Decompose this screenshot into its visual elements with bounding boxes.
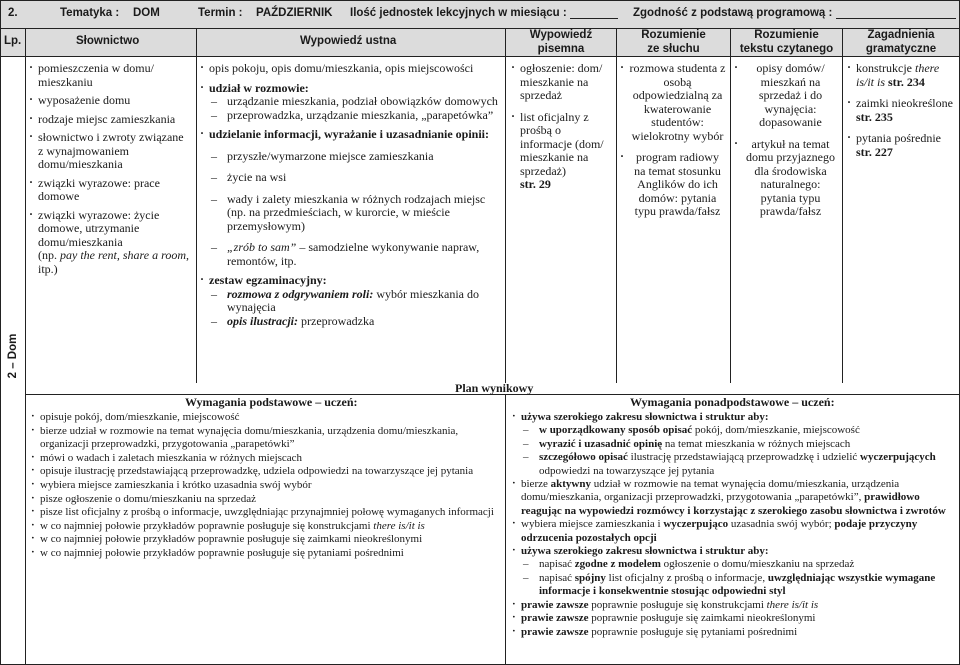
topic-value: DOM	[133, 7, 160, 19]
grid-line	[25, 28, 26, 665]
advanced-text: list oficjalny z prośbą o informacje,	[605, 571, 768, 584]
vocab-text: itp.)	[38, 261, 58, 276]
advanced-item	[512, 545, 956, 599]
oral-subitem	[209, 288, 500, 315]
written-item: · ogłoszenie: dom/ mieszkanie na sprzedaż	[511, 62, 611, 103]
units-label	[350, 7, 618, 19]
listening-list	[620, 62, 726, 219]
grammar-page: str. 227	[856, 144, 893, 159]
oral-item	[200, 82, 500, 123]
advanced-item-title: używa szerokiego zakresu słownictwa i struktur aby:	[521, 545, 769, 558]
advanced-italic: there is/it is	[766, 598, 819, 611]
col-vocab: Słownictwo	[76, 35, 140, 47]
basic-item	[31, 520, 501, 534]
oral-subitem: – „zrób to sam” – samodzielne wykonywanie napraw, remontów, itp.	[209, 241, 500, 268]
advanced-item	[512, 411, 956, 478]
grammar-text: pytania pośrednie	[856, 131, 941, 145]
col-reading-2: tekstu czytanego	[739, 43, 834, 55]
grid-line	[730, 28, 731, 383]
advanced-item	[512, 599, 956, 612]
advanced-text: pokój, dom/mieszkanie, miejscowość	[692, 424, 860, 437]
written-list	[511, 62, 611, 192]
vocab-list	[29, 62, 189, 276]
advanced-bold: wyrazić i uzasadnić opinię	[539, 437, 663, 450]
grid-line	[505, 28, 506, 383]
vocab-item: · związki wyrazowe: prace domowe	[29, 177, 189, 204]
advanced-text: ogłoszenie o domu/mieszkaniu na sprzedaż	[660, 558, 855, 571]
advanced-subitem	[521, 451, 956, 478]
grid-line	[505, 394, 506, 665]
grammar-text: zaimki nieokreślone	[856, 96, 953, 110]
advanced-text: poprawnie posługuje się pytaniami pośrednimi	[588, 625, 798, 638]
grammar-list	[847, 62, 955, 159]
advanced-bold: zgodne z modelem	[574, 558, 661, 571]
grid-line	[616, 28, 617, 383]
oral-subitem-text: przeprowadzka	[298, 313, 375, 328]
oral-subitem: – przeprowadzka, urządzanie mieszkania, „parapetówka”	[209, 109, 500, 123]
basic-item: · w co najmniej połowie przykładów poprawnie posługuje się zaimkami nieokreślonymi	[31, 533, 501, 547]
oral-subitem: – przyszłe/wymarzone miejsce zamieszkania	[209, 150, 500, 164]
advanced-text: napisać	[539, 558, 575, 571]
advanced-bold: w uporządkowany sposób opisać	[539, 424, 693, 437]
compliance-label	[633, 7, 956, 19]
advanced-bold: prawie zawsze	[521, 612, 589, 625]
oral-subitem: – życie na wsi	[209, 171, 500, 185]
grammar-item	[847, 62, 955, 89]
advanced-bold: prawidłowo reagując na wypowiedzi rozmówcy i korzystając z szerokiego zasobu słownictwa i zwrotów	[521, 491, 946, 517]
basic-item: · opisuje ilustrację przedstawiającą przeprowadzkę, udziela odpowiedzi na towarzyszące jej pytania	[31, 465, 501, 479]
advanced-text: poprawnie posługuje się konstrukcjami	[588, 598, 767, 611]
vocab-item	[29, 209, 189, 277]
col-written-1: Wypowiedź	[529, 29, 593, 41]
compliance-blank[interactable]	[836, 18, 956, 19]
basic-item: · pisze ogłoszenie o domu/mieszkaniu na sprzedaż	[31, 493, 501, 507]
oral-item-title: zestaw egzaminacyjny:	[209, 273, 327, 287]
grammar-italic: there is/it is	[856, 61, 940, 89]
col-listening-1: Rozumienie	[641, 29, 706, 41]
basic-item: · mówi o wadach i zaletach mieszkania w różnych miejscach	[31, 452, 501, 466]
col-lp: Lp.	[4, 35, 22, 47]
vocab-text: związki wyrazowe: życie domowe, utrzymanie domu/mieszkania	[38, 207, 160, 249]
plan-title: Plan wynikowy	[455, 381, 534, 395]
oral-subitem-italic: rozmowa z odgrywaniem roli:	[227, 286, 374, 301]
oral-content	[200, 62, 500, 328]
col-listening	[617, 28, 730, 56]
oral-subitem-text: wybór mieszkania do wynajęcia	[227, 286, 479, 314]
oral-item-title: udzielanie informacji, wyrażanie i uzasadnianie opinii:	[209, 127, 490, 141]
advanced-subitem	[521, 572, 956, 599]
col-grammar-1: Zagadnienia	[867, 29, 935, 41]
basic-title: Wymagania podstawowe – uczeń:	[185, 395, 358, 409]
col-reading-1: Rozumienie	[754, 29, 819, 41]
advanced-bold: podaje przyczyny odrzucenia pozostałych opcji	[521, 518, 918, 544]
row-label: 2 – Dom	[7, 333, 19, 379]
reading-item: · artykuł na temat domu przyjaznego dla środowiska naturalnego: pytania typu prawda/fałsz	[734, 138, 838, 219]
units-label-text: Ilość jednostek lekcyjnych w miesiącu :	[350, 7, 567, 19]
advanced-bold: prawie zawsze	[521, 625, 589, 638]
term-value: PAŹDZIERNIK	[256, 7, 333, 19]
advanced-text: poprawnie posługuje się zaimkami nieokreślonymi	[588, 612, 816, 625]
advanced-text: ilustrację przedstawiającą przeprowadzkę i udzielić	[627, 451, 861, 464]
oral-item	[200, 274, 500, 328]
term-label: Termin :	[198, 7, 243, 19]
advanced-text: bierze	[521, 478, 551, 491]
advanced-bold: wyczerpująco	[663, 518, 729, 531]
topic-label: Tematyka :	[60, 7, 120, 19]
advanced-item	[512, 626, 956, 639]
advanced-text: wybiera miejsce zamieszkania i	[521, 518, 664, 531]
listening-item: · program radiowy na temat stosunku Anglików do ich domów: pytania typu prawda/fałsz	[620, 151, 726, 219]
col-written	[506, 28, 616, 56]
grammar-page: str. 234	[888, 74, 925, 89]
basic-item: · pisze list oficjalny z prośbą o informacje, uwzględniając przynajmniej połowę wymaganych informacji	[31, 506, 501, 520]
col-grammar	[843, 28, 959, 56]
advanced-item	[512, 478, 956, 518]
oral-subitem-italic: „zrób to sam”	[227, 240, 297, 254]
advanced-bold: szczegółowo opisać	[539, 451, 628, 464]
advanced-bold: spójny	[574, 571, 606, 584]
advanced-subitem	[521, 438, 956, 451]
advanced-subitem	[521, 424, 956, 437]
oral-subitem: – urządzanie mieszkania, podział obowiązków domowych	[209, 95, 500, 109]
advanced-text: udział w rozmowie na temat wynajęcia domu/mieszkania, urządzenia domu/mieszkania, organizacji przeprowadzki, przygotowania „parapetówki”,	[521, 478, 900, 504]
vocab-item: · słownictwo i zwroty związane z wynajmowaniem domu/mieszkania	[29, 131, 189, 172]
basic-item: · bierze udział w rozmowie na temat wynajęcia domu/mieszkania, urządzenia domu/mieszkania, organizacji przeprowadzki, przygotowania „parapetówki”	[31, 425, 501, 452]
advanced-list	[512, 411, 956, 639]
basic-item: · w co najmniej połowie przykładów poprawnie posługuje się pytaniami pośrednimi	[31, 547, 501, 561]
col-listening-2: ze słuchu	[647, 43, 700, 55]
advanced-subitem	[521, 558, 956, 571]
vocab-item: · pomieszczenia w domu/ mieszkaniu	[29, 62, 189, 89]
basic-item: · wybiera miejsce zamieszkania i krótko uzasadnia swój wybór	[31, 479, 501, 493]
oral-subitem	[209, 315, 500, 329]
basic-item: · opisuje pokój, dom/mieszkanie, miejscowość	[31, 411, 501, 425]
oral-item	[200, 128, 500, 268]
col-grammar-2: gramatyczne	[865, 43, 937, 55]
grammar-item	[847, 132, 955, 159]
written-item-text: list oficjalny z prośbą o informacje (dom/ mieszkanie na sprzedaż)	[520, 109, 604, 178]
written-item	[511, 111, 611, 192]
header-number: 2.	[8, 7, 18, 19]
listening-item: · rozmowa studenta z osobą odpowiedzialną za kwaterowanie studentów: wielokrotny wybór	[620, 62, 726, 143]
oral-subitem: – wady i zalety mieszkania w różnych rodzajach miejsc (np. na przedmieściach, w kurorcie, w mieście przemysłowym)	[209, 193, 500, 234]
grid-line	[0, 0, 1, 665]
grammar-text: konstrukcje	[856, 61, 915, 75]
grammar-page: str. 235	[856, 109, 893, 124]
oral-subitem-italic: opis ilustracji:	[227, 313, 299, 328]
grammar-item	[847, 97, 955, 124]
advanced-title: Wymagania ponadpodstawowe – uczeń:	[630, 395, 835, 409]
advanced-text: odpowiedzi na towarzyszące jej pytania	[539, 464, 715, 477]
basic-item-italic: there is/it is	[373, 519, 425, 532]
col-oral: Wypowiedź ustna	[300, 35, 397, 47]
reading-item: · opisy domów/ mieszkań na sprzedaż i do wynajęcia: dopasowanie	[734, 62, 838, 130]
units-blank[interactable]	[570, 18, 618, 19]
col-reading	[731, 28, 842, 56]
grid-line	[0, 0, 960, 1]
grid-line	[196, 28, 197, 383]
oral-item: · opis pokoju, opis domu/mieszkania, opis miejscowości	[200, 62, 500, 76]
vocab-item: · wyposażenie domu	[29, 94, 189, 108]
advanced-text: na temat mieszkania w różnych miejscach	[662, 437, 851, 450]
advanced-item	[512, 612, 956, 625]
advanced-text: napisać	[539, 571, 575, 584]
basic-list	[31, 411, 501, 561]
advanced-bold: aktywny	[550, 478, 591, 491]
vocab-text: (np.	[38, 248, 60, 262]
oral-subitem-text: samodzielne wykonywanie napraw, remontów, itp.	[227, 240, 480, 268]
oral-item-title: udział w rozmowie:	[209, 80, 309, 95]
col-written-2: pisemna	[537, 43, 585, 55]
advanced-text: uzasadnia swój wybór;	[728, 518, 835, 531]
advanced-bold: wyczerpujących	[860, 451, 936, 464]
advanced-item	[512, 518, 956, 545]
written-item-page: str. 29	[520, 177, 551, 191]
vocab-item: · rodzaje miejsc zamieszkania	[29, 113, 189, 127]
vocab-example: pay the rent, share a room,	[60, 248, 189, 262]
grid-line	[0, 56, 960, 57]
compliance-label-text: Zgodność z podstawą programową :	[633, 7, 833, 19]
advanced-bold: uwzględniając wszystkie wymagane informacje i konsekwentnie stosując odpowiedni styl	[539, 571, 936, 598]
advanced-item-title: używa szerokiego zakresu słownictwa i struktur aby:	[521, 411, 769, 423]
basic-item-text: w co najmniej połowie przykładów poprawnie posługuje się konstrukcjami	[40, 519, 374, 532]
grid-line	[842, 28, 843, 383]
advanced-bold: prawie zawsze	[521, 598, 589, 611]
reading-list	[734, 62, 838, 219]
